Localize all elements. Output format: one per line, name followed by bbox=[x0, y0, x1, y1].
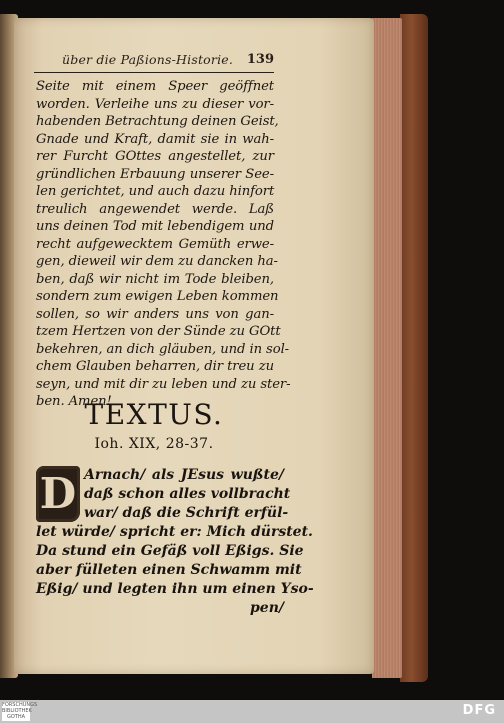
running-title: über die Paßions-Historie. bbox=[62, 52, 234, 67]
text-line: Seite mit einem Speer geöffnet bbox=[36, 79, 274, 94]
text-line: chem Glauben beharren, dir treu zu bbox=[36, 359, 274, 374]
scripture-citation: Ioh. XIX, 28-37. bbox=[94, 436, 214, 452]
text-line: sondern zum ewigen Leben kommen bbox=[36, 289, 279, 304]
dfg-logo: DFG bbox=[462, 703, 496, 718]
text-line: worden. Verleihe uns zu dieser vor- bbox=[36, 96, 274, 112]
text-line: pen/ bbox=[250, 600, 284, 616]
header-rule bbox=[34, 72, 274, 73]
text-line: war/ daß die Schrift erfül- bbox=[84, 505, 289, 521]
text-line: sollen, so wir anders uns von gan- bbox=[36, 306, 274, 322]
gospel-text bbox=[36, 466, 314, 618]
text-line: Gnade und Kraft, damit sie in wah- bbox=[36, 131, 274, 147]
viewer-footer bbox=[0, 700, 504, 723]
text-line: ben. Amen! bbox=[36, 394, 112, 409]
text-line: aber fülleten einen Schwamm mit bbox=[36, 562, 302, 578]
ornamental-initial: D bbox=[36, 466, 80, 522]
text-line: habenden Betrachtung deinen Geist, bbox=[36, 114, 279, 129]
text-line: seyn, und mit dir zu leben und zu ster- bbox=[36, 376, 291, 392]
text-line: Da stund ein Gefäß voll Eßigs. Sie bbox=[36, 543, 304, 559]
page-stack-edges bbox=[372, 18, 402, 678]
text-line: recht aufgewecktem Gemüth erwe- bbox=[36, 236, 274, 252]
text-line: uns deinen Tod mit lebendigem und bbox=[36, 219, 274, 234]
text-line: bekehren, an dich gläuben, und in sol- bbox=[36, 341, 290, 357]
text-line: len gerichtet, und auch dazu hinfort bbox=[36, 184, 275, 199]
text-line: Arnach/ als JEsus wußte/ bbox=[84, 467, 284, 483]
text-line: treulich angewendet werde. Laß bbox=[36, 201, 274, 217]
prayer-text bbox=[36, 78, 291, 411]
text-line: gründlichen Erbauung unserer See- bbox=[36, 166, 274, 182]
section-title: TEXTUS. bbox=[84, 398, 224, 431]
book-cover-edge bbox=[400, 14, 428, 682]
text-line: daß schon alles vollbracht bbox=[84, 486, 291, 502]
page-number: 139 bbox=[246, 52, 274, 67]
text-line: gen, dieweil wir dem zu dancken ha- bbox=[36, 254, 278, 269]
text-line: ben, daß wir nicht im Tode bleiben, bbox=[36, 271, 274, 287]
text-line: let würde/ spricht er: Mich dürstet. bbox=[36, 524, 313, 540]
library-logo: FORSCHUNGS BIBLIOTHEK GOTHA bbox=[2, 702, 38, 720]
text-line: Eßig/ und legten ihn um einen Yso- bbox=[36, 581, 314, 597]
text-line: tzem Hertzen von der Sünde zu GOtt bbox=[36, 324, 281, 339]
running-header bbox=[48, 50, 274, 70]
text-line: rer Furcht GOttes angestellet, zur bbox=[36, 149, 274, 164]
